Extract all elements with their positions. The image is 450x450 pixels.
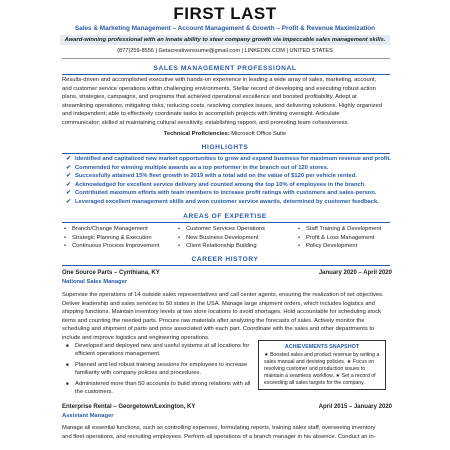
summary-paragraph (62, 76, 392, 128)
job-company: Enterprise Rental – Georgetown/Lexington, KY (62, 404, 196, 410)
job-description (62, 291, 392, 343)
candidate-name: FIRST LAST (173, 4, 277, 23)
check-icon: ✔ (66, 156, 71, 162)
summary-title: SALES MANAGEMENT PROFESSIONAL (153, 65, 297, 72)
highlight-item: ✔ Acknowledged for excellent service delivery and counted among the top 10% of employees in the branch. (66, 181, 366, 188)
expertise-column-2 (178, 225, 288, 251)
header-divider (62, 58, 390, 59)
job-description-line: Deliver leadership and sales services to 50 states in the USA. Manage large shipment orders, which includes logistics and (62, 300, 375, 307)
tech-label: Technical Proficiencies: (163, 131, 230, 137)
expertise-title: AREAS OF EXPERTISE (183, 213, 267, 220)
achievement-item: ■ Planned and led robust training sessions for employees to increase familiarity with company policies and procedures. (66, 361, 251, 378)
technical-proficiencies (0, 131, 450, 137)
job-description-line: Manage all essential functions, such as controlling expenses, formulating reports, training sales staff, overseeing inventory (62, 425, 376, 431)
summary-line: plans, strategies, campaigns, and programs that achieved operational excellence and boosted profitability. Adept at (62, 94, 357, 101)
expertise-column-3 (298, 225, 398, 251)
highlights-title: HIGHLIGHTS (201, 144, 249, 151)
contact-line: (877)259-8556 | Getacreativeresume@gmail.com | LINKEDIN.COM | UNITED STATES (117, 48, 333, 54)
expertise-item: • Customer Services Operations (178, 225, 288, 234)
job-description-line: items and counting the needed parts. Procure raw materials after analyzing the forecasts of sales. Actively monitor the (62, 317, 365, 324)
expertise-item: • Client Relationship Building (178, 242, 288, 251)
job-description-line: scheduling and shipment of parts and price associated with each part. Coordinate with the sales and other departments to (62, 326, 375, 333)
award-banner: Award-winning professional with an innate ability to steer company growth via impeccable sales management skills. (60, 35, 390, 45)
expertise-item: • Policy Development (298, 242, 398, 251)
summary-line: Results-driven and accomplished executive with hands-on experience in leading a wide array of sales, marketing, account, (62, 77, 377, 83)
highlight-item: ✔ Successfully attained 15% fleet growth in 2019 with a total add on the value of $120 per vehicle rented. (66, 173, 357, 180)
highlights-divider (62, 153, 390, 154)
job-description-line: shipping functions. Maintain inventory levels at two store locations to avoid shortages. Hold accountable for scheduling stock (62, 309, 382, 316)
check-icon: ✔ (66, 181, 71, 188)
check-icon: ✔ (66, 164, 71, 171)
achievement-item: ■ Administered more than 50 accounts to build strong relations with all the customers. (66, 380, 251, 397)
job-description (62, 424, 392, 441)
expertise-item: • New Business Development (178, 234, 288, 243)
expertise-item: • Branch/Change Management (64, 225, 174, 234)
highlight-item: ✔ Leveraged excellent management skills and won customer service awards, determined by customer feedback. (66, 198, 379, 205)
summary-line: and independent; able to effectively coordinate tasks to accomplish projects with limiting oversight. Articulate (62, 111, 340, 118)
tagline: Sales & Marketing Management – Account Management & Growth – Profit & Revenue Maximization (74, 25, 376, 32)
career-divider (62, 265, 390, 266)
job-description-line: Supervise the operations of 14 outside sales representatives and call center agents, ensuring the realization of set objectives. (62, 292, 384, 298)
job-description-line: and fleet operations, and recruiting employees. Perform all operations of a branch manager in his absence. Conduct an in- (62, 433, 376, 440)
job-description-line: include and improve logistics and engineering operations. (62, 334, 210, 341)
job-dates: January 2020 – April 2020 (318, 270, 392, 276)
highlight-item: ✔ Contributed maximum efforts with team members to increase profit ratings with customers and sales-person. (66, 190, 377, 197)
job-dates: April 2015 – January 2020 (318, 404, 392, 410)
expertise-divider (62, 222, 390, 223)
highlight-item: ✔ Commended for winning multiple awards as a top performer in the branch out of 120 stores. (66, 164, 329, 171)
snapshot-title: ACHIEVEMENTS SNAPSHOT (284, 344, 360, 350)
highlight-item: ✔ Identified and capitalized new market opportunities to grow and expand business for maximum revenue and profit. (66, 156, 391, 162)
achievements-list (66, 342, 251, 398)
expertise-item: • Staff Training & Development (298, 225, 398, 234)
career-title: CAREER HISTORY (191, 256, 259, 263)
summary-line: communicator; skilled at maintaining cultural sensitivity, establishing rapport, and promoting team cohesiveness. (62, 119, 349, 126)
snapshot-text: ★ Boosted sales and product revenue by writing a sales manual and devising policies. ★ Focus on resolving customer and production issues to maintain a seamless workflow. ★ Set a record of exceeding all sales targets for the company. (264, 352, 380, 386)
achievement-item: ■ Developed and deployed new and useful systems at all locations for efficient operations management. (66, 342, 251, 359)
check-icon: ✔ (66, 198, 71, 205)
expertise-item: • Continuous Process Improvement (64, 242, 174, 251)
job-title: National Sales Manager (62, 279, 128, 285)
expertise-item: • Profit & Loss Management (298, 234, 398, 243)
summary-line: and customer service operations within challenging environments. Stellar record of developing and executing robust action (62, 85, 376, 92)
job-company: One Source Parts – Cynthiana, KY (62, 270, 160, 276)
summary-divider (62, 74, 390, 75)
highlights-list (66, 155, 396, 207)
check-icon: ✔ (66, 190, 71, 197)
achievements-snapshot-box (258, 340, 386, 390)
job-title: Assistant Manager (62, 413, 114, 419)
expertise-item: • Strategic Planning & Execution (64, 234, 174, 243)
expertise-column-1 (64, 225, 174, 251)
summary-line: streamlining operations, mitigating risks, reducing costs, resolving complex issues, and delivering solutions. Highly organized (62, 102, 382, 109)
tech-value: Microsoft Office Suite (229, 131, 287, 137)
check-icon: ✔ (66, 173, 71, 180)
